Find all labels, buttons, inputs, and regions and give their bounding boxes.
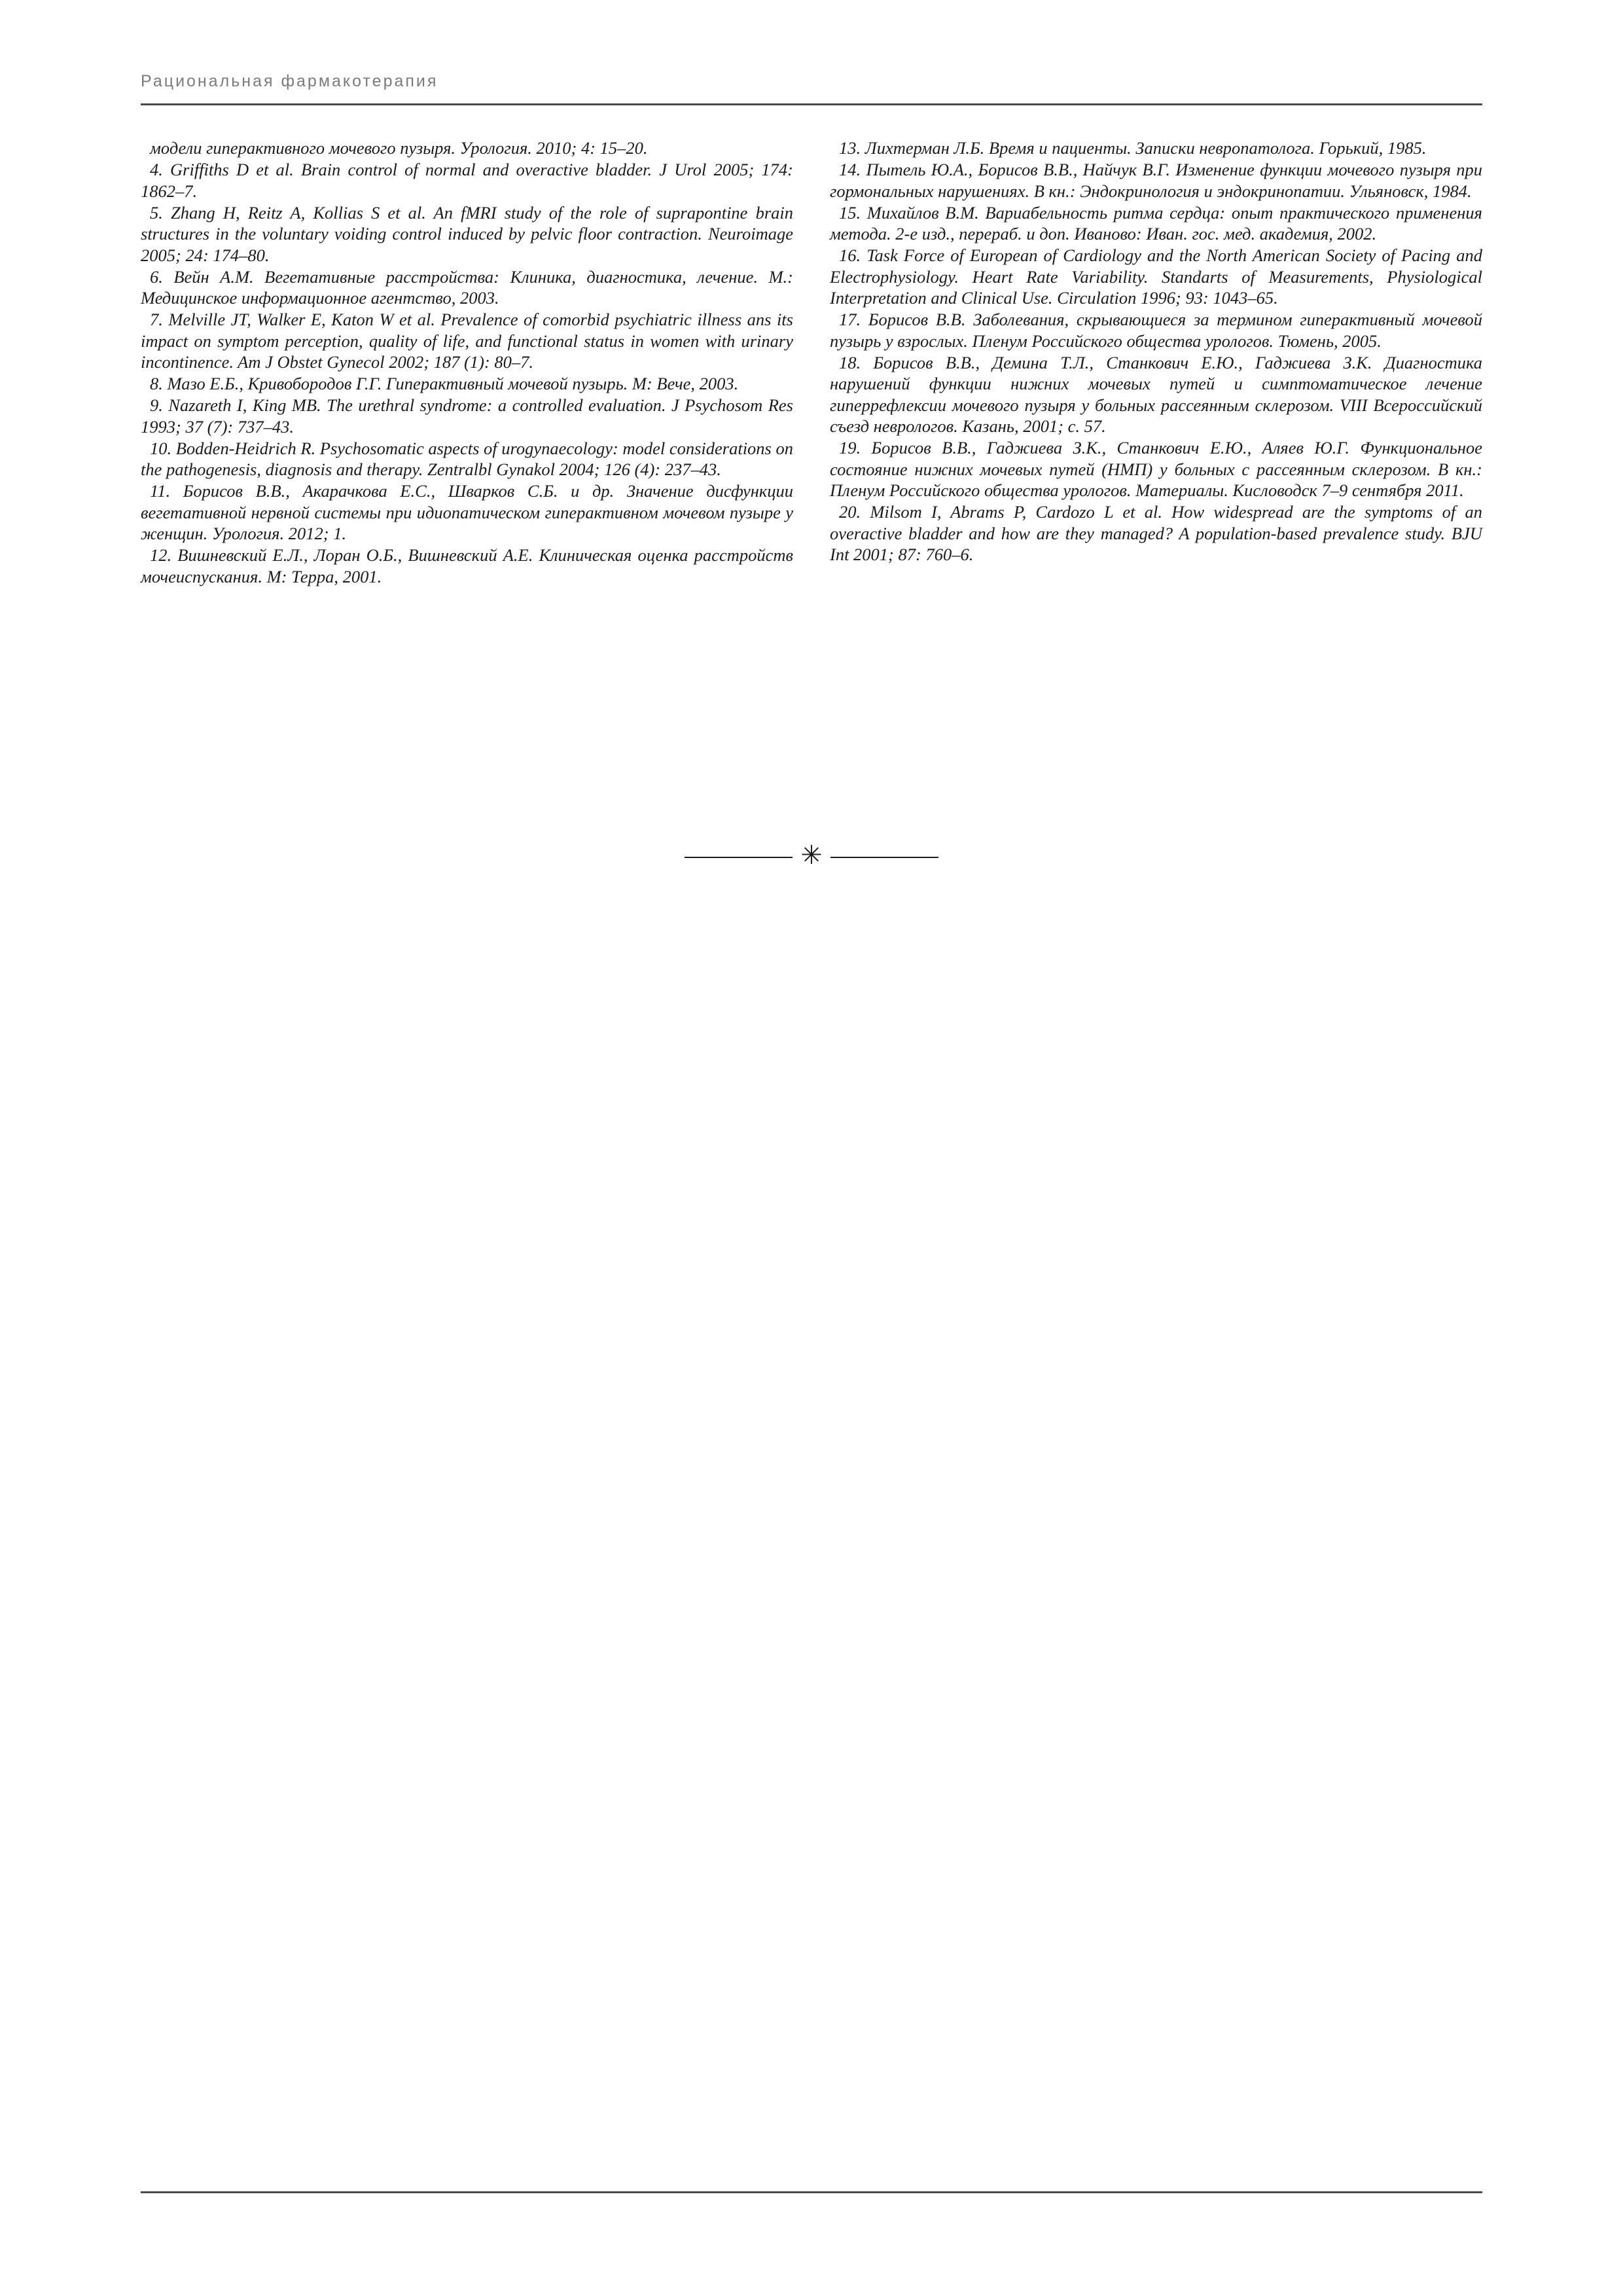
reference-item: 6. Вейн А.М. Вегетативные расстройства: Клиника, диагностика, лечение. М.: Медицинское информационное агентство, 2003. (141, 266, 793, 308)
reference-item: 18. Борисов В.В., Демина Т.Л., Станкович Е.Ю., Гаджиева З.К. Диагностика нарушений функции нижних мочевых путей и симптоматическое лечение гиперрефлексии мочевого пузыря у больных рассеянным склерозом. VIII Всероссийский съезд неврологов. Казань, 2001; с. 57. (830, 352, 1482, 436)
reference-item: 17. Борисов В.В. Заболевания, скрывающиеся за термином гиперактивный мочевой пузырь у взрослых. Пленум Российского общества урологов. Тюмень, 2005. (830, 310, 1482, 351)
footer-rule (141, 2191, 1482, 2193)
running-head (141, 72, 1482, 91)
reference-item: 4. Griffiths D et al. Brain control of normal and overactive bladder. J Urol 2005; 174: 1862–7. (141, 160, 793, 201)
reference-item: 8. Мазо Е.Б., Кривобородов Г.Г. Гиперактивный мочевой пузырь. М: Вече, 2003. (150, 374, 739, 393)
reference-item: 14. Пытель Ю.А., Борисов В.В., Найчук В.Г. Изменение функции мочевого пузыря при гормональных нарушениях. В кн.: Эндокринология и эндокринопатии. Ульяновск, 1984. (830, 160, 1482, 201)
reference-item: 11. Борисов В.В., Акарачкова Е.С., Шварков С.Б. и др. Значение дисфункции вегетативной нервной системы при идиопатическом гиперактивном мочевом пузыре у женщин. Урология. 2012; 1. (141, 481, 793, 543)
header-rule (141, 103, 1482, 105)
references-columns (141, 137, 1482, 588)
reference-item: 9. Nazareth I, King MB. The urethral syndrome: a controlled evaluation. J Psychosom Res 1993; 37 (7): 737–43. (141, 395, 793, 437)
reference-item: 5. Zhang H, Reitz A, Kollias S et al. An fMRI study of the role of suprapontine brain structures in the voluntary voiding control induced by pelvic floor contraction. Neuroimage 2005; 24: 174–80. (141, 202, 793, 265)
reference-item: 15. Михайлов В.М. Вариабельность ритма сердца: опыт практического применения метода. 2-е изд., перераб. и доп. Иваново: Иван. гос. мед. академия, 2002. (830, 202, 1482, 243)
right-column (830, 137, 1482, 588)
reference-item: 12. Вишневский Е.Л., Лоран О.Б., Вишневский А.Е. Клиническая оценка расстройств мочеиспускания. М: Терра, 2001. (141, 545, 793, 586)
ornament-rule-right (830, 857, 938, 858)
reference-item: 10. Bodden-Heidrich R. Psychosomatic aspects of urogynaecology: model considerations on the pathogenesis, diagnosis and therapy. Zentralbl Gynakol 2004; 126 (4): 237–43. (141, 438, 793, 479)
running-head-text: Рациональная фармакотерапия (141, 72, 438, 90)
reference-item: 16. Task Force of European of Cardiology and the North American Society of Pacing and Electrophysiology. Heart Rate Variability. Standarts of Measurements, Physiological Interpretation and Clinical Use. Circulation 1996; 93: 1043–65. (830, 245, 1482, 308)
left-column (141, 137, 793, 588)
reference-item: 13. Лихтерман Л.Б. Время и пациенты. Записки невропатолога. Горький, 1985. (839, 138, 1427, 158)
reference-item: 19. Борисов В.В., Гаджиева З.К., Станкович Е.Ю., Аляев Ю.Г. Функциональное состояние нижних мочевых путей (НМП) у больных с рассеянным склерозом. В кн.: Пленум Российского общества урологов. Материалы. Кисловодск 7–9 сентября 2011. (830, 438, 1482, 500)
ornament-rule-left (685, 857, 793, 858)
section-end-ornament (671, 840, 952, 870)
asterisk-icon: ✳ (800, 840, 823, 870)
reference-item: 20. Milsom I, Abrams P, Cardozo L et al. How widespread are the symptoms of an overactive bladder and how are they managed? A population-based prevalence study. BJU Int 2001; 87: 760–6. (830, 502, 1482, 564)
reference-item: модели гиперактивного мочевого пузыря. Урология. 2010; 4: 15–20. (150, 138, 648, 158)
reference-item: 7. Melville JT, Walker E, Katon W et al. Prevalence of comorbid psychiatric illness ans its impact on symptom perception, quality of life, and functional status in women with urinary incontinence. Am J Obstet Gynecol 2002; 187 (1): 80–7. (141, 310, 793, 372)
